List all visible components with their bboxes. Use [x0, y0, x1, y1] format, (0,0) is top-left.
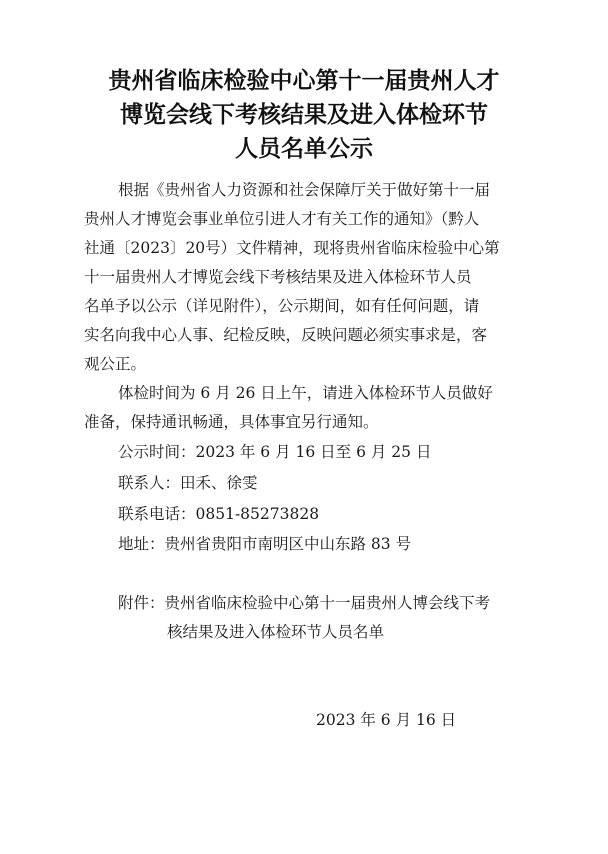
- paragraph-2-line-1: 体检时间为 6 月 26 日上午，请进入体检环节人员做好: [118, 384, 493, 402]
- paragraph-1-line-6: 实名向我中心人事、纪检反映，反映问题必须实事求是，客: [84, 326, 488, 344]
- title-line-3: 人员名单公示: [235, 135, 373, 162]
- paragraph-1-line-7: 观公正。: [84, 355, 147, 373]
- attachment-line-1: 附件：贵州省临床检验中心第十一届贵州人博会线下考: [118, 594, 491, 612]
- notice-period: 公示时间：2023 年 6 月 16 日至 6 月 25 日: [118, 443, 432, 461]
- paragraph-1-line-5: 名单予以公示（详见附件），公示期间，如有任何问题，请: [84, 297, 480, 315]
- title-line-1: 贵州省临床检验中心第十一届贵州人才: [108, 67, 500, 94]
- title-line-2: 博览会线下考核结果及进入体检环节: [120, 101, 488, 128]
- document-title: [60, 64, 548, 166]
- paragraph-2-line-2: 准备，保持通讯畅通，具体事宜另行通知。: [84, 413, 379, 431]
- paragraph-1-line-2: 贵州人才博览会事业单位引进人才有关工作的通知》（黔人: [84, 210, 480, 228]
- paragraph-1-line-4: 十一届贵州人才博览会线下考核结果及进入体检环节人员: [84, 268, 472, 286]
- contact-person: 联系人：田禾、徐雯: [118, 474, 258, 492]
- issue-date: 2023 年 6 月 16 日: [316, 711, 457, 729]
- attachment-line-2: 核结果及进入体检环节人员名单: [167, 623, 385, 641]
- paragraph-1-line-3: 社通〔2023〕20号）文件精神，现将贵州省临床检验中心第: [84, 239, 500, 257]
- paragraph-1-line-1: 根据《贵州省人力资源和社会保障厅关于做好第十一届: [118, 181, 491, 199]
- contact-phone: 联系电话：0851-85273828: [118, 505, 320, 523]
- address: 地址：贵州省贵阳市南明区中山东路 83 号: [118, 535, 412, 553]
